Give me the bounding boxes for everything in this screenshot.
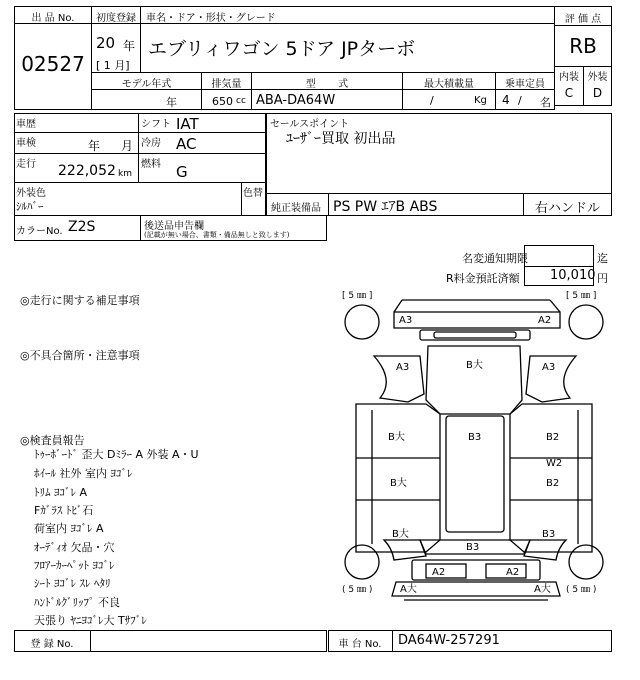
front-bumper: [394, 312, 560, 328]
report-line: 天張り ﾔﾆﾖｺﾞﾚ大 Tｻﾌﾞﾚ: [34, 614, 147, 627]
quarter-right: [524, 540, 566, 560]
recolor-label: 色替: [243, 188, 263, 199]
tire-rear-left: [345, 545, 379, 579]
tire-rear-right: [569, 545, 603, 579]
report-line: ﾄｩｰﾎﾞｰﾄﾞ 歪大 Dﾐﾗｰ A 外装 A・U: [34, 448, 199, 461]
name-change-unit: 迄: [597, 252, 608, 265]
mark-hood: B大: [466, 360, 483, 371]
report-line: Fｶﾞﾗｽ ﾄﾋﾞ石: [34, 504, 94, 517]
inspection-year: 年: [88, 139, 101, 153]
capacity-slash: /: [518, 94, 522, 107]
fuel-value: G: [176, 163, 188, 181]
mark-door-rl: B大: [390, 478, 407, 489]
chassis-divider: [392, 630, 393, 652]
reg-no-label: 登 録 No.: [30, 639, 74, 650]
first-reg-label: 初度登録: [96, 13, 136, 24]
aircon-value: AC: [176, 135, 197, 153]
mileage-unit: km: [118, 169, 132, 179]
mark-door-fl: B大: [388, 432, 405, 443]
tire-depth-rear-left: ( 5 ㎜ ): [342, 585, 373, 595]
color-no-label: カラーNo.: [16, 226, 63, 237]
mark-door-rr: B2: [546, 478, 560, 489]
report-line: ﾊﾝﾄﾞﾙｸﾞﾘｯﾌﾟ 不良: [34, 596, 120, 609]
mark-front-right: A2: [538, 315, 552, 326]
capacity-value: 4: [502, 93, 510, 107]
first-reg-month: [ 1 月]: [96, 59, 130, 72]
report-line: ｼｰﾄ ﾖｺﾞﾚ ｽﾚ ﾍﾀﾘ: [34, 577, 111, 590]
equipment-label: 純正装備品: [271, 203, 321, 214]
color-no-value: Z2S: [68, 219, 96, 235]
tire-depth-front-left: [ 5 ㎜ ]: [342, 291, 373, 301]
report-line: ｵｰﾃﾞｨｵ 欠品・穴: [34, 541, 115, 554]
steering-value: 右ハンドル: [534, 201, 600, 216]
mark-fender-right: A3: [542, 362, 556, 373]
mark-pillar-right: W2: [546, 458, 563, 469]
tire-front-left: [345, 305, 379, 339]
shift-label: シフト: [141, 119, 171, 130]
docs-note: (記載が無い場合、書類・備品無しと致します): [144, 231, 290, 239]
interior-label: 内装: [559, 72, 579, 83]
displacement-unit: cc: [236, 96, 246, 106]
lot-label: 出 品 No.: [31, 13, 75, 24]
report-line: ﾎｲｰﾙ 社外 室内 ﾖｺﾞﾚ: [34, 467, 133, 480]
inspector-report-title: ◎検査員報告: [20, 434, 85, 447]
report-line: ﾄﾘﾑ ﾖｺﾞﾚ A: [34, 486, 88, 499]
report-line: ﾌﾛｱｰｶｰﾍﾟｯﾄ ﾖｺﾞﾚ: [34, 559, 115, 572]
tire-front-right: [569, 305, 603, 339]
defects-notes-title: ◎不具合箇所・注意事項: [20, 349, 140, 362]
recycle-value: 10,010: [550, 268, 596, 283]
chassis-value: DA64W-257291: [398, 633, 500, 648]
fuel-label: 燃料: [141, 159, 161, 170]
recycle-unit: 円: [597, 272, 608, 285]
type-value: ABA-DA64W: [256, 93, 336, 108]
mark-quarter-right: B3: [542, 529, 556, 540]
mark-rear-bumper-left: A2: [432, 567, 446, 578]
hood: [426, 346, 522, 414]
sales-point-label: セールスポイント: [270, 119, 350, 130]
shift-value: IAT: [176, 115, 199, 133]
color-label: 外装色: [16, 188, 46, 199]
exterior-value: D: [592, 86, 603, 100]
capacity-unit: 名: [540, 96, 551, 109]
recycle-label: R料金預託済額: [446, 272, 520, 285]
history-label: 車歴: [16, 119, 36, 130]
tire-depth-rear-right: ( 5 ㎜ ): [566, 585, 597, 595]
reg-no-divider: [90, 630, 91, 652]
displacement-value: 650: [212, 95, 233, 108]
mileage-value: 222,052: [58, 163, 116, 179]
displacement-label: 排気量: [211, 79, 242, 90]
first-reg-year: 20: [96, 34, 116, 52]
model-year-label: モデル年式: [121, 79, 172, 90]
color-value: ｼﾙﾊﾞｰ: [16, 200, 44, 213]
vehicle-name: エブリィワゴン 5ドア JPターボ: [148, 38, 416, 60]
inspection-month: 月: [121, 139, 134, 153]
report-line: 荷室内 ﾖｺﾞﾚ A: [34, 522, 104, 535]
aircon-label: 冷房: [141, 138, 161, 149]
mark-rear-low-left: A大: [400, 584, 417, 595]
chassis-label: 車 台 No.: [338, 639, 382, 650]
grade-value: RB: [569, 34, 597, 58]
capacity-label: 乗車定員: [505, 79, 545, 90]
docs-label: 後送品申告欄: [144, 221, 204, 232]
mark-door-fr: B2: [546, 432, 560, 443]
model-year-unit: 年: [166, 96, 177, 109]
quarter-left: [384, 540, 426, 560]
inspection-label: 車検: [16, 138, 36, 149]
grade-label: 評 価 点: [564, 14, 602, 25]
max-load-slash: /: [430, 94, 434, 107]
lot-number: 02527: [21, 52, 85, 76]
mark-rear-low-right: A大: [534, 584, 551, 595]
mark-roof: B3: [468, 432, 482, 443]
mark-fender-left: A3: [396, 362, 410, 373]
interior-value: C: [564, 86, 574, 100]
mark-rear-bumper-right: A2: [506, 567, 520, 578]
tire-depth-front-right: [ 5 ㎜ ]: [566, 291, 597, 301]
equipment-value: PS PW ｴｱB ABS: [333, 199, 438, 215]
mark-rear-panel: B3: [466, 542, 480, 553]
max-load-unit: Kg: [474, 95, 487, 106]
sales-point-value: ﾕｰｻﾞｰ買取 初出品: [286, 131, 396, 147]
mark-front-left: A3: [399, 315, 413, 326]
vehicle-label: 車名・ドア・形状・グレード: [146, 13, 276, 24]
type-label: 型 式: [305, 79, 349, 90]
exterior-label: 外装: [587, 72, 608, 83]
driving-notes-title: ◎走行に関する補足事項: [20, 294, 140, 307]
mileage-label: 走行: [16, 159, 36, 170]
mark-quarter-left: B大: [392, 529, 409, 540]
first-reg-year-unit: 年: [123, 39, 136, 53]
max-load-label: 最大積載量: [424, 79, 474, 90]
name-change-label: 名変通知期限: [462, 252, 528, 265]
